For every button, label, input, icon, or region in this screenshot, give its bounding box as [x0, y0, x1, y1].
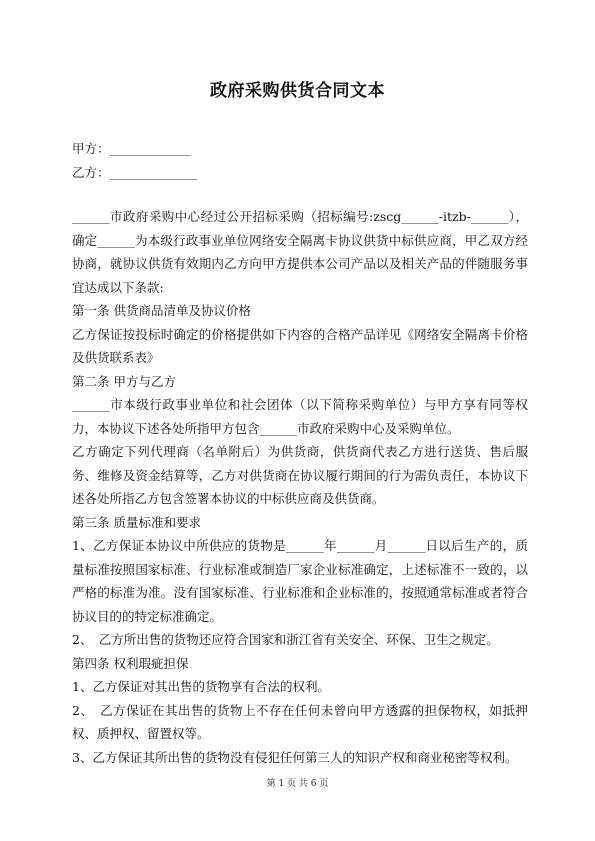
section-paragraph: 乙方确定下列代理商（名单附后）为供货商，供货商代表乙方进行送货、售后服务、维修及资金结算等，乙方对供货商在协议履行期间的行为需负责任，本协议下述各处所指乙方包含签署本协议的中标供应商及供货商。 [72, 444, 528, 506]
section-heading: 第二条 甲方与乙方 [72, 373, 176, 389]
section-paragraph: 乙方保证按投标时确定的价格提供如下内容的合格产品详见《网络安全隔离卡价格及供货联系表》 [72, 326, 528, 365]
party-a-line: 甲方：_____________ [72, 141, 191, 156]
document-title: 政府采购供货合同文本 [210, 81, 385, 101]
section-paragraph: ______市本级行政事业单位和社会团体（以下简称采购单位）与甲方享有同等权力，本协议下述各处所指甲方包含______市政府采购中心及采购单位。 [72, 397, 528, 436]
section-heading: 第四条 权利瑕疵担保 [72, 655, 189, 671]
section-paragraph: 1、乙方保证本协议中所供应的货物是______年______月______日以后生产的，质量标准按照国家标准、行业标准或制造厂家企业标准确定，上述标准不一致的，以严格的标准为准。没有国家标准、行业标准和企业标准的，按照通常标准或者符合协议目的的特定标准确定。 [72, 538, 528, 624]
page-number-footer: 第 1 页 共 6 页 [266, 779, 329, 789]
section-paragraph: 1、乙方保证对其出售的货物享有合法的权利。 [72, 679, 330, 694]
section-paragraph: 3、乙方保证其所出售的货物没有侵犯任何第三人的知识产权和商业秘密等权利。 [72, 749, 518, 765]
intro-paragraph: ______市政府采购中心经过公开招标采购（招标编号:zscg______-itzb-______），确定______为本级行政事业单位网络安全隔离卡协议供货中标供应商，甲乙双方经协商，就协议供货有效期内乙方向甲方提供本公司产品以及相关产品的伴随服务事宜达成以下条款: [72, 209, 528, 295]
party-b-line: 乙方：______________ [72, 165, 198, 180]
section-paragraph: 2、 乙方保证在其出售的货物上不存在任何未曾向甲方透露的担保物权，如抵押权、质押权、留置权等。 [72, 702, 528, 741]
section-paragraph: 2、 乙方所出售的货物还应符合国家和浙江省有关安全、环保、卫生之规定。 [72, 632, 499, 647]
section-heading: 第一条 供货商品清单及协议价格 [72, 303, 251, 318]
section-heading: 第三条 质量标准和要求 [72, 514, 201, 530]
contract-body [72, 205, 528, 769]
